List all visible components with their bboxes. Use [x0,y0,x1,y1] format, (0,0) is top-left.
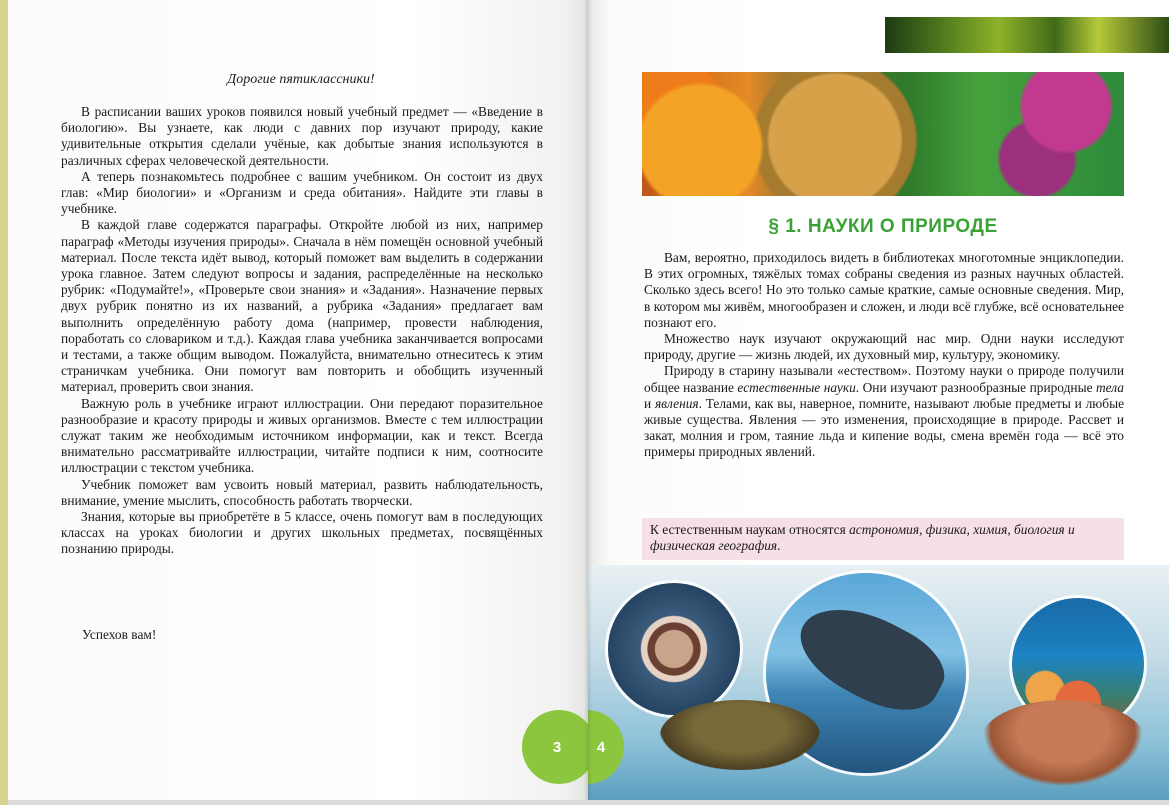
lionfish-photo [608,583,740,715]
section-title: § 1. НАУКИ О ПРИРОДЕ [768,216,998,237]
turtle-image [660,700,820,770]
text-run: Природу в старину называли «естеством». Поэтому науки о природе получили общее название [644,363,1124,395]
paragraph: Учебник поможет вам усвоить новый материал, развить наблюдательность, внимание, умение мыслить, способность работать творчески. [61,476,543,508]
sciences-list: астрономия, физика, химия, биология и физическая география [650,522,1075,554]
paragraph: Множество наук изучают окружающий нас мир. Одни науки исследуют природу, другие — жизнь людей, их духовный мир, культуру, экономику. [644,331,1124,363]
text-run: К естественным наукам относятся [650,522,850,537]
term-bodies: тела [1096,379,1124,395]
page-edge [0,0,8,805]
paragraph [644,363,1124,460]
text-run: . Они изучают разнообразные природные [855,379,1097,395]
paragraph: Вам, вероятно, приходилось видеть в библиотеках многотомные энциклопедии. В этих огромных, тяжёлых томах собраны сведения из разных научных областей. Сколько здесь всего! Но это только самые краткие, самые основные сведения. Мир, в котором мы живём, многообразен и сложен, и люди всё глубже, всё основательнее познают его. [644,250,1124,330]
term-phenomena: явления [654,395,699,411]
page-number: 3 [552,738,562,756]
paragraph: А теперь познакомьтесь подробнее с вашим учебником. Он состоит из двух глав: «Мир биологии» и «Организм и среда обитания». Найдите эти главы в учебнике. [61,168,543,217]
text-run: . Телами, как вы, наверное, помните, называют любые предметы и любые живые существа. Явления — это изменения, происходящие в природе. Рассвет и закат, молния и гром, таяние льда и кипение воды, смена времён года — всё это примеры природных явлений. [644,395,1125,460]
paragraph: В каждой главе содержатся параграфы. Откройте любой из них, например параграф «Методы изучения природы». Сначала в нём помещён основной учебный материал. После текста идёт вывод, который поможет вам выделить в содержании урока главное. Затем следуют вопросы и задания, распределённые на несколько рубрик: «Подумайте!», «Проверьте свои знания» и «Задания». Назначение первых двух рубрик понятно из их названий, а рубрика «Задания» предлагает вам выполнить определённую работу дома (например, провести наблюдения, поработать со словариком и т.д.). Каждая глава учебника заканчивается вопросами и тестами, а также общим выводом. Пожалуйста, внимательно отнеситесь к этим страничкам учебника. Они помогут вам повторить и обобщить изученный материал, проверить свои знания. [61,217,543,395]
section-text [644,250,1124,461]
text-run: . [777,538,781,554]
right-page [588,0,1169,800]
section-banner-image [642,72,1124,196]
page-title: Дорогие пятиклассники! [227,72,375,87]
left-page [8,0,588,800]
text-run: и [644,395,655,411]
paragraph: Важную роль в учебнике играют иллюстрации. Они передают поразительное разнообразие и красоту природы и живых организмов. Вместе с тем иллюстрации служат таким же необходимым источником информации, как и текст. Всегда внимательно рассматривайте иллюстрации, читайте подписи к ним, соотносите иллюстрации с текстом учебника. [61,395,543,476]
paragraph: Знания, которые вы приобретёте в 5 классе, очень помогут вам в последующих классах на уроках биологии и других школьных предметах, посвящённых познанию природы. [61,509,543,557]
header-photo-strip [885,17,1169,53]
intro-text [61,104,543,558]
page-number: 4 [596,738,606,756]
paragraph: В расписании ваших уроков появился новый учебный предмет — «Введение в биологию». Вы узнаете, как люди с давних пор изучают природу, какие удивительные открытия сделали учёные, как добытые знания используются в различных сферах человеческой деятельности. [61,104,543,168]
summary-callout [642,518,1124,560]
whale-shape [786,587,956,728]
book-gutter [584,0,592,800]
term-natural-sciences: естественные науки [737,379,856,395]
closing-line: Успехов вам! [82,627,157,642]
octopus-image [978,700,1148,790]
